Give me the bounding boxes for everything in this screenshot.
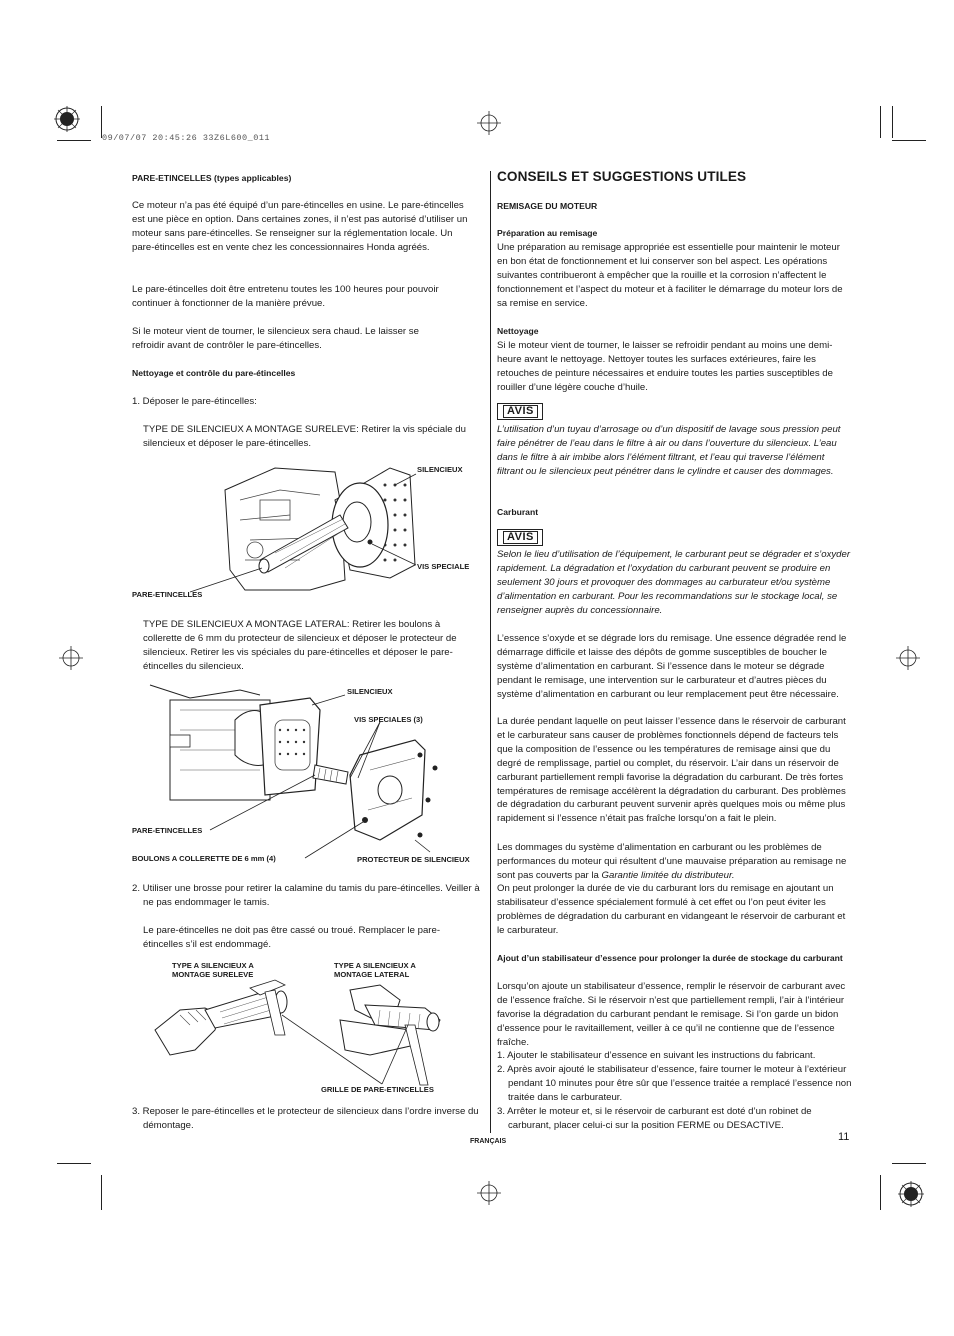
label-line: TYPE A SILENCIEUX A bbox=[172, 961, 254, 970]
label-silencieux: SILENCIEUX bbox=[347, 687, 393, 696]
paragraph: On peut prolonger la durée de vie du carburant lors du remisage en ajoutant un stabilisateur d’essence spécialement formulé à cet effet ou l’on peut éviter les problèmes de dégradation du carburant en vidangeant le réservoir de carburant et le carburateur. bbox=[497, 883, 846, 936]
crosshair-right bbox=[896, 646, 920, 670]
figure-side-muffler bbox=[150, 680, 460, 850]
label-protecteur: PROTECTEUR DE SILENCIEUX bbox=[357, 855, 470, 864]
label-boulons: BOULONS A COLLERETTE DE 6 mm (4) bbox=[132, 854, 276, 863]
step-1b: TYPE DE SILENCIEUX A MONTAGE LATERAL: Retirer les boulons à collerette de 6 mm du protecteur de silencieux et déposer le protecteur de silencieux. Retirer les vis spéciales du pare-étincelles et déposer le pare-étincelles du silencieux. bbox=[143, 619, 457, 672]
paragraph-warranty bbox=[497, 841, 847, 883]
label-line: MONTAGE LATERAL bbox=[334, 970, 410, 979]
notice-text: Selon le lieu d’utilisation de l’équipement, le carburant peut se dégrader et s’oxyder rapidement. La dégradation et l’oxydation du carburant peuvent se produire en seulement 30 jours et provoquer des dommages au carburateur et/ou système d’alimentation en carburant. Pour les recommandations sur le stockage local, se renseigner auprès du concessionnaire. bbox=[497, 549, 851, 616]
stabilizer-steps bbox=[497, 1049, 853, 1132]
registration-mark-top-left bbox=[54, 106, 80, 132]
step-3: 3. Reposer le pare-étincelles et le protecteur de silencieux dans l’ordre inverse du démontage. bbox=[132, 1106, 479, 1131]
registration-mark-bottom-right bbox=[898, 1181, 924, 1207]
label-type-a-sureleve bbox=[172, 961, 254, 979]
crosshair-top-center bbox=[477, 111, 501, 135]
subheading-cleaning: Nettoyage et contrôle du pare-étincelles bbox=[132, 368, 296, 378]
label-line: TYPE A SILENCIEUX A bbox=[334, 961, 416, 970]
subheading-stabilizer: Ajout d’un stabilisateur d’essence pour prolonger la durée de stockage du carburant bbox=[497, 953, 843, 963]
paragraph: Ce moteur n’a pas été équipé d’un pare-étincelles en usine. Le pare-étincelles est une pièce en option. Dans certaines zones, il n’est pas autorisé d’utiliser un moteur sans pare-étincelles. Se renseigner sur la réglementation locale. Un pare-étincelles est en vente chez les concessionnaires Honda agréés. bbox=[132, 200, 468, 253]
warranty-name: Garantie limitée du distributeur. bbox=[601, 869, 735, 881]
notice-label: AVIS bbox=[503, 405, 538, 418]
label-pare-etincelles: PARE-ETINCELLES bbox=[132, 590, 203, 599]
paragraph: La durée pendant laquelle on peut laisser l’essence dans le réservoir de carburant et le carburateur sans causer de problèmes fonctionnels dépend de facteurs tels que la composition de l’essence ou les températures de remisage ainsi que du degré de remplissage, partiel ou complet, du réservoir. L’air dans un réservoir de carburant partiellement rempli favorise la dégradation du carburant. De très fortes températures de remisage accélèrent la dégradation du carburant. Des problèmes de dégradation du carburant peuvent survenir après quelques mois ou même plus rapidement si l’essence n’était pas fraîche lorsqu’on a fait le plein. bbox=[497, 716, 846, 825]
notice-text: L’utilisation d’un tuyau d’arrosage ou d’un dispositif de lavage sous pression peut faire pénétrer de l’eau dans le filtre à air ou dans l’ouverture du silencieux. L’eau dans le filtre à air imbibe alors l’élément filtrant, et l’eau qui traverse l’élément filtrant ou le silencieux peut pénétrer dans le cylindre et causer des dommages. bbox=[497, 424, 841, 477]
step-1a: TYPE DE SILENCIEUX A MONTAGE SURELEVE: Retirer la vis spéciale du silencieux et déposer le pare-étincelles. bbox=[143, 424, 466, 449]
label-type-a-lateral bbox=[334, 961, 416, 979]
section-title-tips: CONSEILS ET SUGGESTIONS UTILES bbox=[497, 169, 747, 184]
step-2b: Le pare-étincelles ne doit pas être cassé ou troué. Remplacer le pare-étincelles s’il est endommagé. bbox=[143, 925, 441, 950]
figure-brush-cleaning bbox=[150, 980, 460, 1085]
paragraph: L’essence s’oxyde et se dégrade lors du remisage. Une essence dégradée rend le démarrage difficile et laisse des dépôts de gomme susceptibles de boucher le système d’alimentation en carburant. Si l’essence dans le moteur se dégrade pendant le remisage, une intervention sur le carburateur et d’autres pièces du système d’alimentation en carburant ou leur remplacement peut être nécessaire. bbox=[497, 633, 847, 700]
heading-storage: REMISAGE DU MOTEUR bbox=[497, 201, 598, 211]
label-line: MONTAGE SURELEVE bbox=[172, 970, 254, 979]
notice-label: AVIS bbox=[503, 531, 538, 544]
paragraph: Le pare-étincelles doit être entretenu toutes les 100 heures pour pouvoir continuer à fonctionner de la manière prévue. bbox=[132, 284, 439, 309]
footer-language: FRANÇAIS bbox=[470, 1138, 507, 1145]
label-silencieux: SILENCIEUX bbox=[417, 465, 463, 474]
subheading-cleaning: Nettoyage bbox=[497, 326, 539, 336]
crosshair-bottom-center bbox=[477, 1181, 501, 1205]
step-2: 2. Utiliser une brosse pour retirer la calamine du tamis du pare-étincelles. Veiller à ne pas endommager le tamis. bbox=[132, 883, 480, 908]
warranty-text: Les dommages du système d’alimentation en carburant ou les problèmes de performances du moteur qui résultent d’une mauvaise préparation au remisage ne sont pas couverts par la bbox=[497, 842, 847, 881]
label-vis-speciales: VIS SPECIALES (3) bbox=[354, 715, 423, 724]
page-number: 11 bbox=[838, 1131, 850, 1143]
list-item: 2. Après avoir ajouté le stabilisateur d’essence, faire tourner le moteur à l’extérieur pendant 10 minutes pour être sûr que l’essence traitée a remplacé l’essence non traitée dans le carburateur. bbox=[497, 1063, 852, 1103]
label-vis-speciale: VIS SPECIALE bbox=[417, 562, 470, 571]
paragraph: Lorsqu’on ajoute un stabilisateur d’essence, remplir le réservoir de carburant avec de l’essence fraîche. Si le réservoir n’est que partiellement rempli, l’air à l’intérieur favorise la dégradation du carburant pendant le remisage. Si l’on garde un bidon d’essence pour le ravitaillement, veiller à ce qu’il ne contienne que de l’essence fraîche. bbox=[497, 981, 846, 1048]
list-item: 1. Ajouter le stabilisateur d’essence en suivant les instructions du fabricant. bbox=[497, 1050, 816, 1061]
paragraph: Une préparation au remisage appropriée est essentielle pour maintenir le moteur en bon état de fonctionnement et lui conserver son bel aspect. Les opérations suivantes contribueront à empêcher que la rouille et la corrosion n’affectent le fonctionnement et l’aspect du moteur et à faciliter le démarrage du moteur lors de sa remise en service. bbox=[497, 242, 843, 309]
crosshair-left bbox=[59, 646, 83, 670]
label-pare-etincelles: PARE-ETINCELLES bbox=[132, 826, 203, 835]
notice-badge bbox=[497, 403, 543, 420]
paragraph: Si le moteur vient de tourner, le laisser se refroidir pendant au moins une demi-heure avant le nettoyage. Nettoyer toutes les surfaces extérieures, faire les retouches de peinture nécessaires et enduire toutes les parties susceptibles de rouiller d’une légère couche d’huile. bbox=[497, 340, 833, 393]
subheading-preparation: Préparation au remisage bbox=[497, 228, 598, 238]
subheading-fuel: Carburant bbox=[497, 507, 539, 517]
list-item: 3. Arrêter le moteur et, si le réservoir de carburant est doté d’un robinet de carburant, placer celui-ci sur la position FERME ou DESACTIVE. bbox=[497, 1105, 812, 1131]
paragraph: Si le moteur vient de tourner, le silencieux sera chaud. Le laisser se refroidir avant de contrôler le pare-étincelles. bbox=[132, 326, 419, 351]
label-grille: GRILLE DE PARE-ETINCELLES bbox=[321, 1085, 434, 1094]
step-1: 1. Déposer le pare-étincelles: bbox=[132, 396, 257, 407]
notice-badge bbox=[497, 529, 543, 546]
print-stamp: 09/07/07 20:45:26 33Z6L600_011 bbox=[102, 133, 271, 143]
column-divider bbox=[490, 171, 491, 1133]
figure-raised-muffler bbox=[220, 460, 420, 595]
section-heading-spark-arrester: PARE-ETINCELLES (types applicables) bbox=[132, 173, 292, 183]
